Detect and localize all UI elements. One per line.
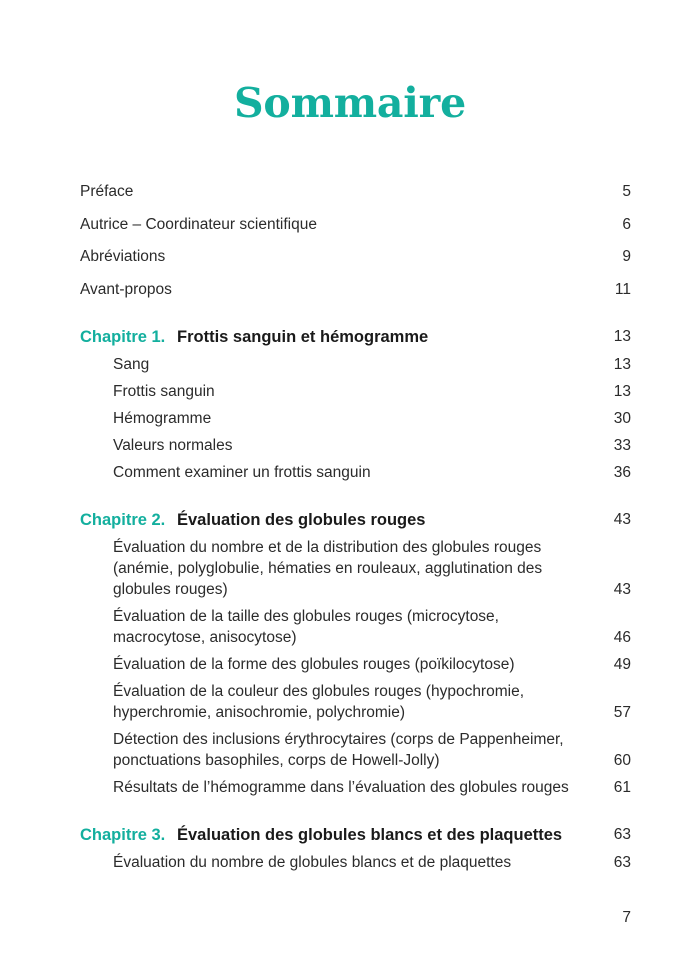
toc-entry-page: 13	[613, 382, 631, 400]
chapter-page: 63	[613, 825, 631, 843]
toc-entry-label: Évaluation de la forme des globules rouges (poïkilocytose)	[113, 655, 515, 673]
toc-entry-label: Évaluation du nombre de globules blancs et de plaquettes	[113, 853, 512, 871]
page-folio: 7	[622, 909, 631, 926]
toc-entry[interactable]	[113, 852, 631, 873]
toc-entry-label: Comment examiner un frottis sanguin	[113, 463, 371, 481]
toc-entry[interactable]	[113, 435, 631, 456]
chapter-title: Évaluation des globules rouges	[177, 510, 426, 529]
toc-entry-label: Abréviations	[80, 248, 166, 265]
toc-entry-label: Sang	[113, 355, 150, 373]
toc-entry[interactable]	[113, 408, 631, 429]
chapter-title: Frottis sanguin et hémogramme	[177, 327, 429, 346]
chapter-page: 43	[613, 510, 631, 528]
chapter-heading-2[interactable]	[80, 509, 631, 531]
toc-entry-label: Résultats de l’hémogramme dans l’évaluation des globules rouges	[113, 778, 569, 796]
toc-entry-page: 5	[622, 183, 631, 200]
chapter-heading-1[interactable]	[80, 326, 631, 348]
chapter-heading-text	[80, 326, 442, 348]
toc-entry[interactable]	[113, 537, 631, 600]
chapter-block-3	[80, 824, 631, 873]
chapter-number: Chapitre 1.	[80, 327, 166, 346]
toc-entry-page: 63	[613, 853, 631, 871]
toc-entry-avant-propos[interactable]	[80, 280, 631, 300]
chapter-number: Chapitre 2.	[80, 510, 166, 529]
toc-body	[80, 182, 631, 873]
toc-entry-label: Frottis sanguin	[113, 382, 215, 400]
toc-entry[interactable]	[113, 654, 631, 675]
toc-entry-label: Préface	[80, 183, 134, 200]
chapter-entries-3	[80, 852, 631, 873]
toc-entry-label: Détection des inclusions érythrocytaires (corps de Pappenheimer, ponctuations basophiles, corps de Howell-Jolly)	[113, 730, 564, 769]
toc-entry-page: 33	[613, 436, 631, 454]
toc-entry-page: 61	[613, 778, 631, 796]
toc-entry-page: 46	[613, 628, 631, 646]
toc-entry[interactable]	[113, 729, 631, 771]
chapter-heading-3[interactable]	[80, 824, 631, 846]
toc-entry-label: Évaluation de la taille des globules rouges (microcytose, macrocytose, anisocytose)	[113, 607, 499, 646]
chapter-heading-text	[80, 509, 439, 531]
toc-entry-label: Valeurs normales	[113, 436, 233, 454]
frontmatter-section	[80, 182, 631, 300]
toc-entry-label: Autrice – Coordinateur scientifique	[80, 215, 317, 233]
toc-entry-label: Évaluation du nombre et de la distribution des globules rouges (anémie, polyglobulie, hématies en rouleaux, agglutination des globules rouges)	[113, 538, 543, 598]
chapter-heading-text	[80, 824, 576, 846]
toc-entry-label: Hémogramme	[113, 409, 212, 427]
toc-entry-page: 43	[613, 580, 631, 598]
toc-entry-page: 11	[614, 280, 631, 298]
chapter-block-1	[80, 326, 631, 483]
toc-entry-abreviations[interactable]	[80, 247, 631, 267]
toc-entry-label: Avant-propos	[80, 280, 172, 298]
toc-entry[interactable]	[113, 381, 631, 402]
chapter-title: Évaluation des globules blancs et des plaquettes	[177, 825, 563, 844]
chapter-entries-2	[80, 537, 631, 798]
chapter-entries-1	[80, 354, 631, 483]
toc-entry[interactable]	[113, 462, 631, 483]
toc-entry-autrice[interactable]	[80, 215, 631, 235]
toc-entry[interactable]	[113, 354, 631, 375]
chapter-number: Chapitre 3.	[80, 825, 166, 844]
toc-entry-page: 36	[613, 463, 631, 481]
toc-entry-label: Évaluation de la couleur des globules rouges (hypochromie, hyperchromie, anisochromie, polychromie)	[113, 682, 524, 721]
toc-entry-page: 9	[622, 248, 631, 265]
toc-entry-page: 30	[613, 409, 631, 427]
toc-entry-page: 60	[613, 751, 631, 769]
toc-entry-page: 13	[613, 355, 631, 373]
chapter-block-2	[80, 509, 631, 798]
toc-entry[interactable]	[113, 681, 631, 723]
page-title: Sommaire	[234, 79, 466, 127]
toc-entry-page: 49	[613, 655, 631, 673]
toc-entry[interactable]	[113, 606, 631, 648]
chapter-page: 13	[613, 327, 631, 345]
toc-entry-preface[interactable]	[80, 182, 631, 202]
toc-entry-page: 6	[622, 215, 631, 233]
toc-entry[interactable]	[113, 777, 631, 798]
toc-entry-page: 57	[613, 703, 631, 721]
